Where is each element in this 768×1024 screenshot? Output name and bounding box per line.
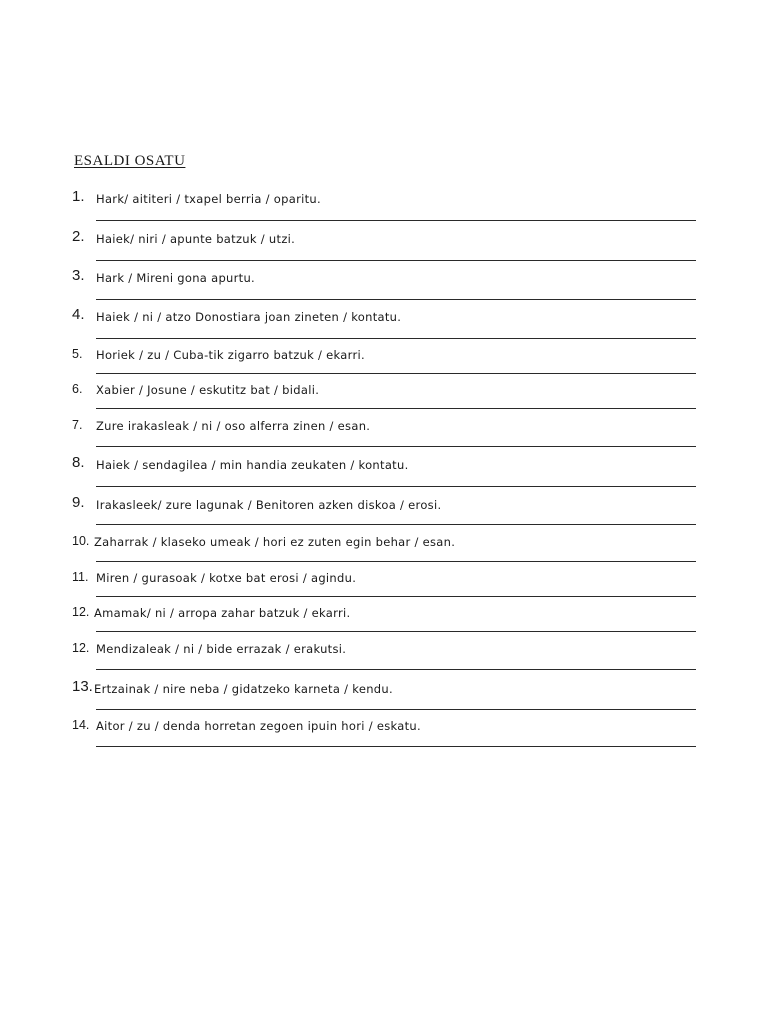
- item-number: 3.: [72, 267, 85, 284]
- item-prompt: Hark / Mireni gona apurtu.: [96, 271, 256, 285]
- answer-line[interactable]: [96, 446, 696, 447]
- item-prompt: Haiek / sendagilea / min handia zeukaten / kontatu.: [96, 458, 409, 472]
- item-number: 8.: [72, 454, 85, 471]
- item-prompt: Horiek / zu / Cuba-tik zigarro batzuk / ekarri.: [96, 348, 365, 362]
- item-number: 9.: [72, 494, 85, 511]
- item-prompt: Haiek / ni / atzo Donostiara joan zineten / kontatu.: [96, 310, 402, 324]
- item-prompt: Aitor / zu / denda horretan zegoen ipuin hori / eskatu.: [96, 719, 421, 733]
- item-number: 11.: [72, 570, 89, 584]
- answer-line[interactable]: [96, 709, 696, 710]
- item-number: 2.: [72, 228, 85, 245]
- answer-line[interactable]: [96, 669, 696, 670]
- item-number: 1.: [72, 188, 85, 205]
- answer-line[interactable]: [96, 220, 696, 221]
- item-number: 13.: [72, 678, 93, 695]
- answer-line[interactable]: [96, 596, 696, 597]
- answer-line[interactable]: [96, 524, 696, 525]
- item-number: 14.: [72, 718, 90, 732]
- item-prompt: Haiek/ niri / apunte batzuk / utzi.: [96, 232, 296, 246]
- answer-line[interactable]: [96, 338, 696, 339]
- item-number: 10.: [72, 534, 90, 548]
- item-number: 12.: [72, 605, 90, 619]
- item-prompt: Amamak/ ni / arropa zahar batzuk / ekarri.: [94, 606, 351, 620]
- worksheet-title: ESALDI OSATU: [74, 153, 186, 169]
- item-number: 7.: [72, 418, 83, 432]
- item-number: 6.: [72, 382, 83, 396]
- answer-line[interactable]: [96, 631, 696, 632]
- answer-line[interactable]: [96, 299, 696, 300]
- item-number: 12.: [72, 641, 90, 655]
- answer-line[interactable]: [96, 561, 696, 562]
- item-prompt: Mendizaleak / ni / bide errazak / erakutsi.: [96, 642, 347, 656]
- answer-line[interactable]: [96, 408, 696, 409]
- item-prompt: Irakasleek/ zure lagunak / Benitoren azken diskoa / erosi.: [96, 498, 442, 512]
- item-prompt: Zaharrak / klaseko umeak / hori ez zuten egin behar / esan.: [94, 535, 456, 549]
- answer-line[interactable]: [96, 486, 696, 487]
- item-prompt: Zure irakasleak / ni / oso alferra zinen / esan.: [96, 419, 371, 433]
- item-number: 4.: [72, 306, 85, 323]
- item-prompt: Xabier / Josune / eskutitz bat / bidali.: [96, 383, 320, 397]
- answer-line[interactable]: [96, 260, 696, 261]
- item-prompt: Hark/ aititeri / txapel berria / oparitu.: [96, 192, 321, 206]
- answer-line[interactable]: [96, 746, 696, 747]
- item-number: 5.: [72, 347, 83, 361]
- answer-line[interactable]: [96, 373, 696, 374]
- item-prompt: Miren / gurasoak / kotxe bat erosi / agindu.: [96, 571, 357, 585]
- item-prompt: Ertzainak / nire neba / gidatzeko karneta / kendu.: [94, 682, 393, 696]
